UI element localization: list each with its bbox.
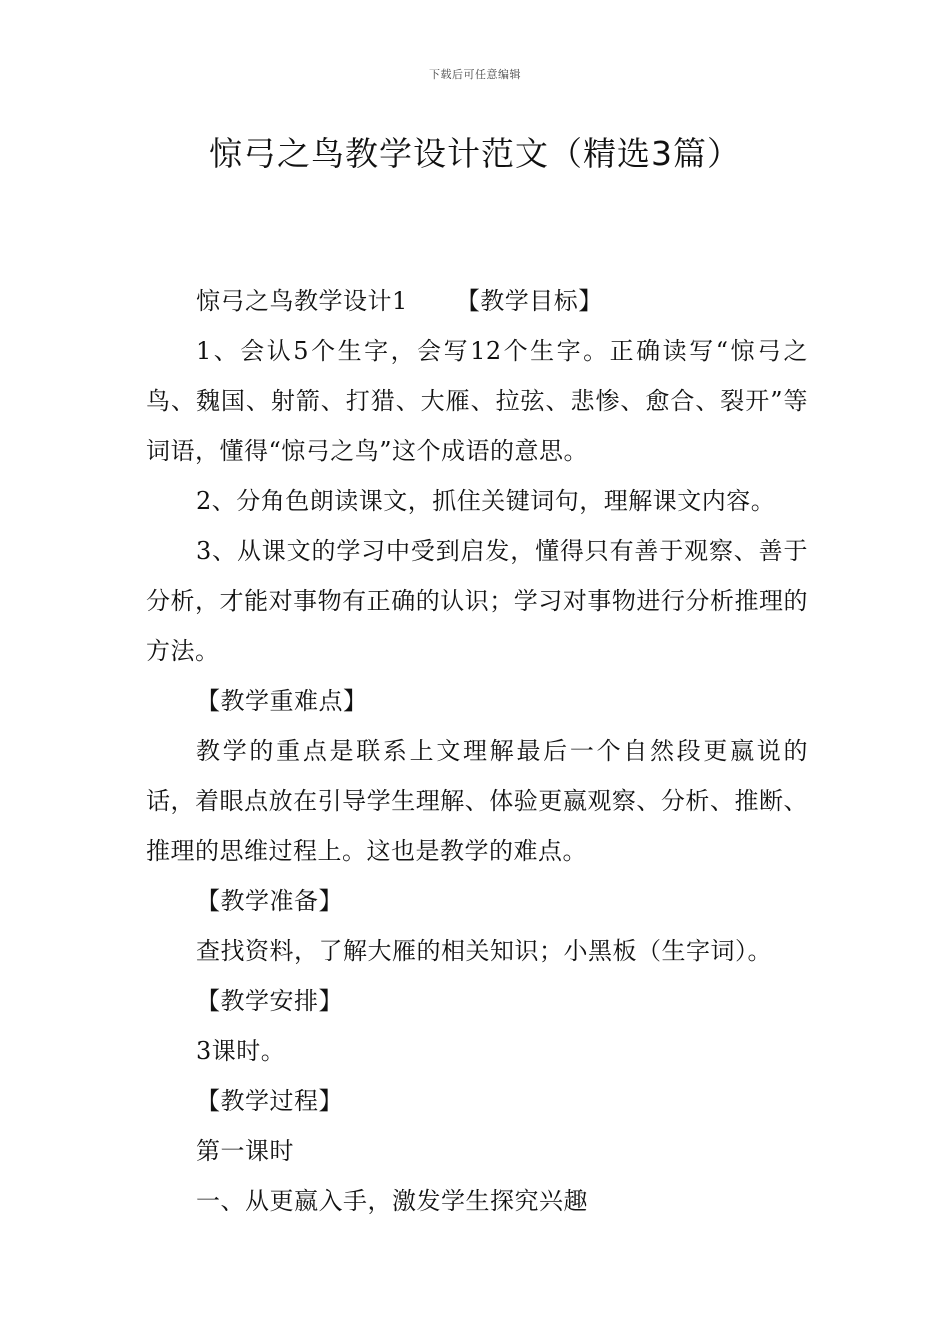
section-heading-preparation: 【教学准备】: [196, 887, 343, 915]
section-heading-process: 【教学过程】: [196, 1087, 343, 1115]
section-heading-key-points: 【教学重难点】: [196, 687, 368, 715]
document-body: [146, 276, 808, 1226]
document-title: 惊弓之鸟教学设计范文（精选3篇）: [209, 134, 741, 173]
section-heading-schedule: 【教学安排】: [196, 987, 343, 1015]
paragraph-step-1: 一、从更嬴入手，激发学生探究兴趣: [196, 1187, 588, 1215]
paragraph-schedule: 3课时。: [196, 1037, 286, 1065]
section-heading-objectives: 【教学目标】: [455, 287, 603, 315]
paragraph-objective-2: 2、分角色朗读课文，抓住关键词句，理解课文内容。: [196, 487, 776, 515]
paragraph-objective-1: 1、会认5个生字，会写12个生字。正确读写“惊弓之鸟、魏国、射箭、打猎、大雁、拉弦、悲惨、愈合、裂开”等词语，懂得“惊弓之鸟”这个成语的意思。: [146, 337, 808, 465]
lesson-subtitle: 惊弓之鸟教学设计1: [196, 287, 408, 315]
paragraph-preparation: 查找资料，了解大雁的相关知识；小黑板（生字词）。: [196, 937, 772, 965]
paragraph-objective-3: 3、从课文的学习中受到启发，懂得只有善于观察、善于分析，才能对事物有正确的认识；学习对事物进行分析推理的方法。: [146, 537, 808, 665]
header-note: 下载后可任意编辑: [429, 68, 521, 81]
paragraph-first-lesson: 第一课时: [196, 1137, 294, 1165]
first-line: [146, 276, 808, 326]
paragraph-key-points: 教学的重点是联系上文理解最后一个自然段更嬴说的话，着眼点放在引导学生理解、体验更嬴观察、分析、推断、推理的思维过程上。这也是教学的难点。: [146, 737, 808, 865]
